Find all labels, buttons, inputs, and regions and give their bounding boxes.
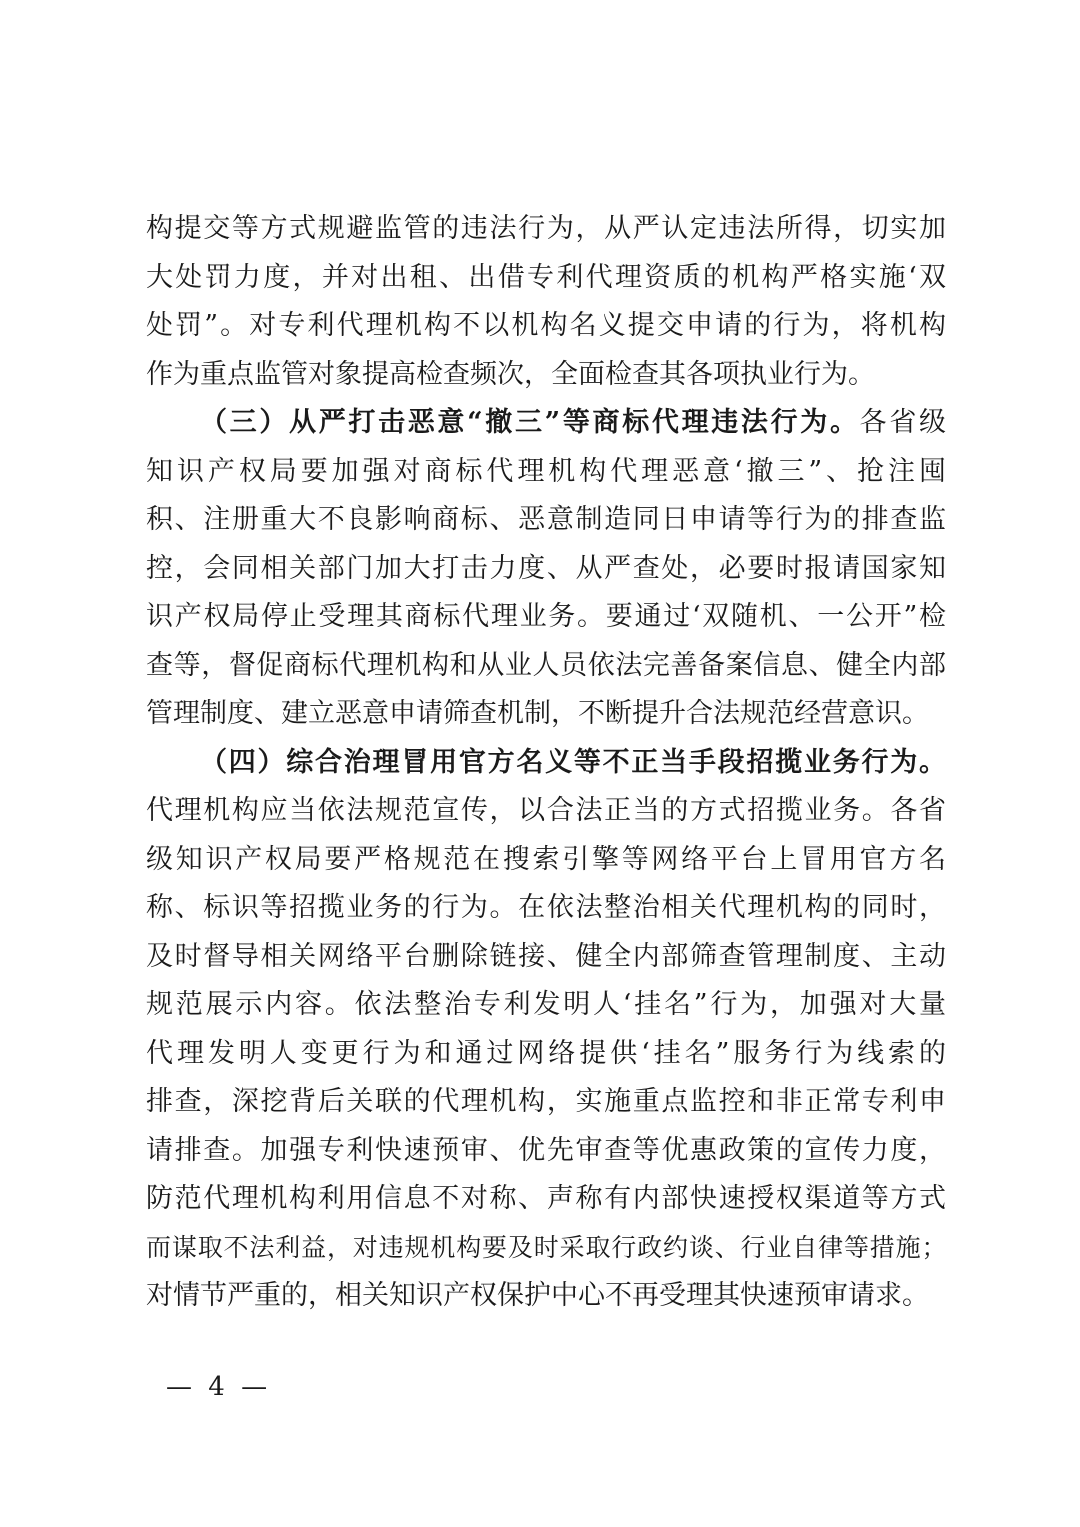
body-text: 各省级 (859, 407, 947, 438)
body-line: 对情节严重的，相关知识产权保护中心不再受理其快速预审请求。 (146, 1280, 929, 1311)
body-line: 请排查。加强专利快速预审、优先审查等优惠政策的宣传力度， (146, 1134, 946, 1166)
body-line: 作为重点监管对象提高检查频次，全面检查其各项执业行为。 (146, 358, 875, 390)
body-line: 积、注册重大不良影响商标、恶意制造同日申请等行为的排查监 (146, 504, 946, 535)
body-line: 代理发明人变更行为和通过网络提供‘挂名”服务行为线索的 (146, 1037, 946, 1069)
section-heading: （四）综合治理冒用官方名义等不正当手段招揽业务行为。 (200, 746, 946, 778)
body-line: 规范展示内容。依法整治专利发明人‘挂名”行为，加强对大量 (146, 989, 946, 1020)
body-line: 防范代理机构利用信息不对称、声称有内部快速授权渠道等方式 (146, 1183, 946, 1214)
body-line: 知识产权局要加强对商标代理机构代理恶意‘撤三”、抢注囤 (146, 455, 946, 487)
body-line: 而谋取不法利益，对违规机构要及时采取行政约谈、行业自律等措施； (146, 1232, 946, 1262)
body-line: 代理机构应当依法规范宣传，以合法正当的方式招揽业务。各省 (146, 795, 946, 826)
body-line: 排查，深挖背后关联的代理机构，实施重点监控和非正常专利申 (146, 1086, 946, 1117)
body-line: 识产权局停止受理其商标代理业务。要通过‘双随机、一公开”检 (146, 601, 946, 632)
body-line: 构提交等方式规避监管的违法行为，从严认定违法所得，切实加 (146, 213, 946, 244)
body-line: 及时督导相关网络平台删除链接、健全内部筛查管理制度、主动 (146, 940, 946, 972)
body-line: 控，会同相关部门加大打击力度、从严查处，必要时报请国家知 (146, 552, 946, 584)
body-line: 查等，督促商标代理机构和从业人员依法完善备案信息、健全内部 (146, 649, 946, 681)
body-line: 处罚”。对专利代理机构不以机构名义提交申请的行为，将机构 (146, 310, 946, 341)
section-heading-line (146, 399, 946, 448)
page-number: — 4 — (166, 1372, 272, 1402)
document-body (146, 205, 946, 1321)
section-heading: （三）从严打击恶意“撤三”等商标代理违法行为。 (200, 407, 860, 438)
section-heading-line (146, 739, 946, 788)
body-line: 管理制度、建立恶意申请筛查机制，不断提升合法规范经营意识。 (146, 698, 929, 729)
body-line: 级知识产权局要严格规范在搜索引擎等网络平台上冒用官方名 (146, 843, 946, 875)
body-line: 大处罚力度，并对出租、出借专利代理资质的机构严格实施‘双 (146, 261, 946, 293)
body-line: 称、标识等招揽业务的行为。在依法整治相关代理机构的同时， (146, 892, 946, 923)
